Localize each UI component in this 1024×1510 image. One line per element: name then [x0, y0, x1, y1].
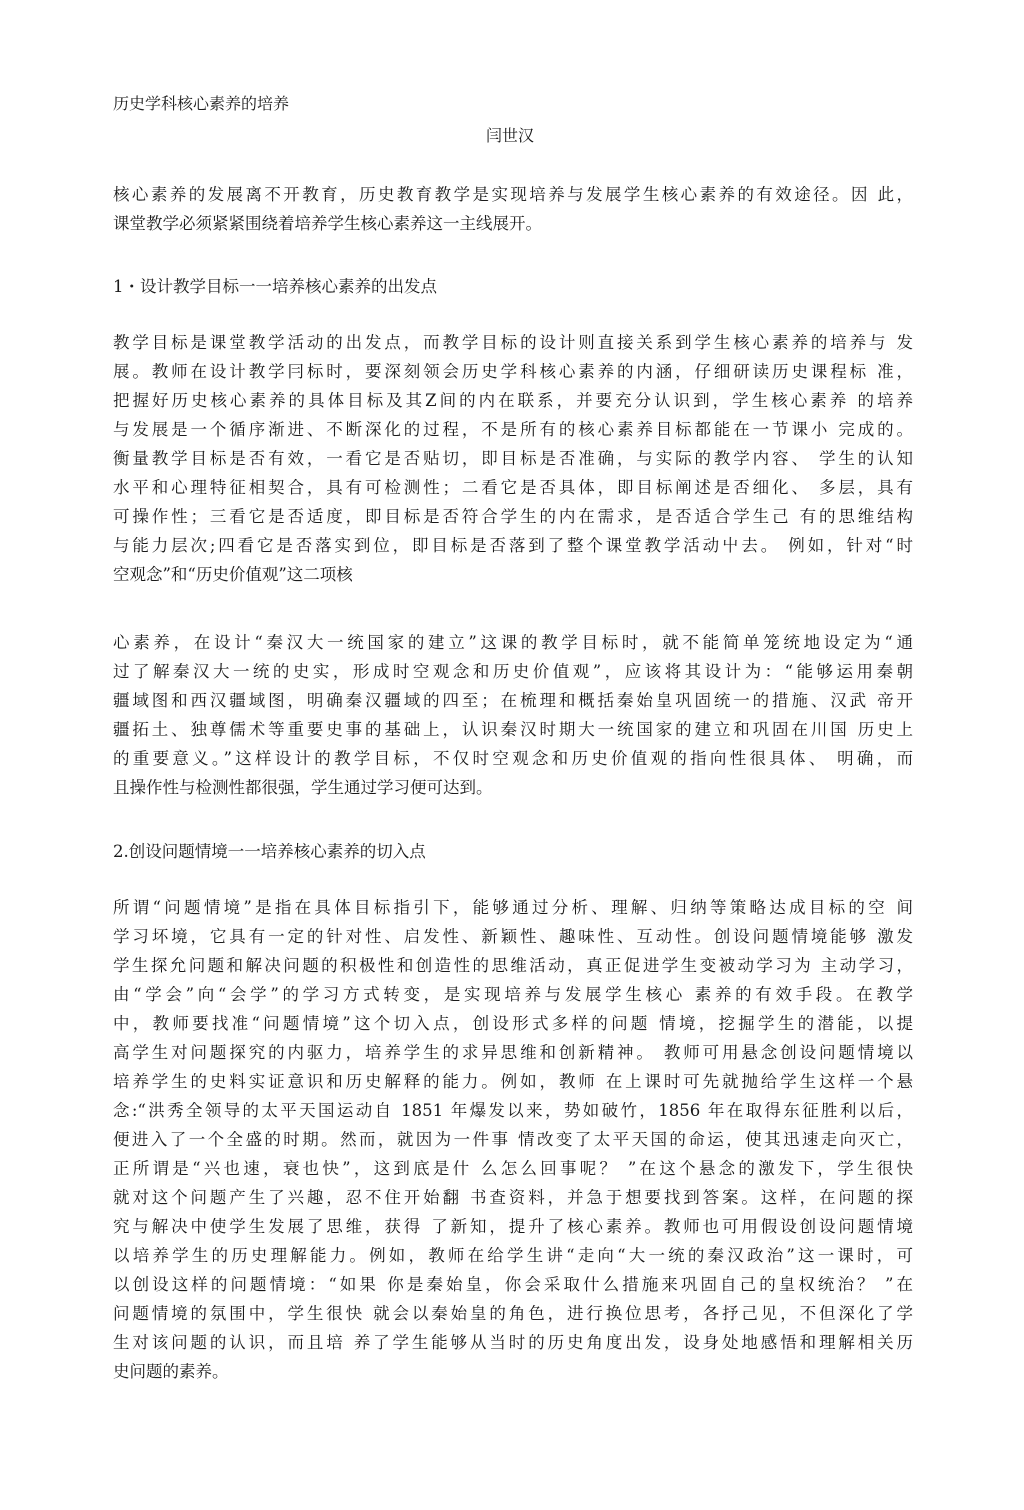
paragraph-line: 由“学会”向“会学”的学习方式转变，是实现培养与发展学生核心 素养的有效手段。在教学 [113, 985, 913, 1004]
paragraph-line: 学生探允问题和解决问题的积极性和创造性的思维活动，真正促进学生变被动学习为 主动学习， [113, 956, 913, 975]
paragraph-line: 教学目标是课堂教学活动的出发点，而教学目标的设计则直接关系到学生核心素养的培养与 发 [113, 333, 913, 352]
paragraph-line: 念:“洪秀全领导的太平天国运动自 1851 年爆发以来，势如破竹，1856 年在取得东征胜利以后， [113, 1101, 913, 1120]
paragraph-line: 高学生对问题探究的内驱力，培养学生的求异思维和创新精神。 教师可用悬念创设问题情境以 [113, 1043, 913, 1062]
paragraph-line: 史问题的素养。 [113, 1362, 229, 1381]
paragraph-line: 以创设这样的问题情境：“如果 你是秦始皇，你会采取什么措施来巩固自己的皇权统治？ ”在 [113, 1275, 913, 1294]
paragraph-line: 疆拓土、独尊儒术等重要史事的基础上，认识秦汉时期大一统国家的建立和巩固在川国 历史上 [113, 720, 913, 739]
paragraph-line: 培养学生的史料实证意识和历史解释的能力。例如，教师 在上课时可先就抛给学生这样一个悬 [113, 1072, 913, 1091]
section-1-paragraph-2 [113, 628, 913, 802]
paragraph-line: 就对这个问题产生了兴趣，忍不住开始翻 书查资料，并急于想要找到答案。这样，在问题的探 [113, 1188, 913, 1207]
paragraph-line: 水平和心理特征相契合，具有可检测性；二看它是否具体，即目标阐述是否细化、 多层，具有 [113, 478, 913, 497]
paragraph-line: 中，教师要找准“问题情境”这个切入点，创设形式多样的问题 情境，挖掘学生的潜能，以提 [113, 1014, 913, 1033]
paragraph-line: 以培养学生的历史理解能力。例如，教师在给学生讲“走向“大一统的秦汉政治”这一课时，可 [113, 1246, 913, 1265]
paragraph-line: 把握好历史核心素养的具体目标及其Z间的内在联系，并要充分认识到，学生核心素养 的培养 [113, 391, 913, 410]
paragraph-line: 便进入了一个全盛的时期。然而，就因为一件事 情改变了太平天国的命运，使其迅速走向灭亡， [113, 1130, 913, 1149]
document-author: 闫世汉 [486, 126, 535, 145]
paragraph-line: 过了解秦汉大一统的史实，形成时空观念和历史价值观”，应该将其设计为：“能够运用秦朝 [113, 662, 913, 681]
paragraph-line: 的重要意义。”这样设计的教学目标，不仅时空观念和历史价值观的指向性很具体、 明确，而 [113, 749, 913, 768]
section-2-heading: 2.创设问题情境一一培养核心素养的切入点 [113, 842, 426, 861]
paragraph-line: 展。教师在设计教学冃标时，要深刻领会历史学科核心素养的内涵，仔细研读历史课程标 准， [113, 362, 913, 381]
section-2-paragraph-1 [113, 893, 913, 1386]
paragraph-line: 与能力层次;四看它是否落实到位，即目标是否落到了整个课堂教学活动屮去。 例如，针对“时 [113, 536, 913, 555]
paragraph-line: 核心素养的发展离不开教育，历史教育教学是实现培养与发展学生核心素养的有效途径。因 此， [113, 185, 913, 204]
paragraph-line: 生对该问题的认识，而且培 养了学生能够从当时的历史角度出发，设身处地感悟和理解相关历 [113, 1333, 913, 1352]
paragraph-line: 疆域图和西汉疆域图，明确秦汉疆域的四至；在梳理和概括秦始皇巩固统一的措施、汉武 帝开 [113, 691, 913, 710]
paragraph-line: 衡量教学目标是否有效，一看它是否贴切，即目标是否准确，与实际的教学内容、 学生的认知 [113, 449, 913, 468]
paragraph-line: 课堂教学必须紧紧围绕着培养学生核心素养这一主线展开。 [113, 214, 542, 233]
paragraph-line: 空观念”和“历史价值观”这二项核 [113, 565, 353, 584]
section-1-paragraph-1 [113, 328, 913, 589]
paragraph-line: 可操作性；三看它是否适度，即目标是否符合学生的内在需求，是否适合学生己 有的思维结构 [113, 507, 913, 526]
paragraph-line: 与发展是一个循序渐进、不断深化的过程，不是所有的核心素养目标都能在一节课小 完成的。 [113, 420, 913, 439]
paragraph-line: 究与解决中使学生发展了思维，获得 了新知，提升了核心素养。教师也可用假设创设问题情境 [113, 1217, 913, 1236]
paragraph-line: 正所谓是“兴也速，衰也快”，这到底是什 么怎么回事呢？ ”在这个悬念的激发下，学生很快 [113, 1159, 913, 1178]
intro-paragraph [113, 180, 913, 238]
paragraph-line: 学习坏境，它具有一定的针对性、启发性、新颖性、趣味性、互动性。创设问题情境能够 激发 [113, 927, 913, 946]
paragraph-line: 问题情境的氛围中，学生很快 就会以秦始皇的角色，进行换位思考，各抒己见，不但深化了学 [113, 1304, 913, 1323]
paragraph-line: 心素养，在设计“秦汉大一统国家的建立”这课的教学目标时，就不能简单笼统地设定为“通 [113, 633, 913, 652]
section-1-heading: 1・设计教学目标一一培养核心素养的出发点 [113, 277, 437, 296]
document-title: 历史学科核心素养的培养 [113, 94, 290, 113]
paragraph-line: 且操作性与检测性都很强，学生通过学习便可达到。 [113, 778, 493, 797]
paragraph-line: 所谓“问题情境”是指在具体目标指引下，能够通过分析、理解、归纳等策略达成目标的空 间 [113, 898, 913, 917]
